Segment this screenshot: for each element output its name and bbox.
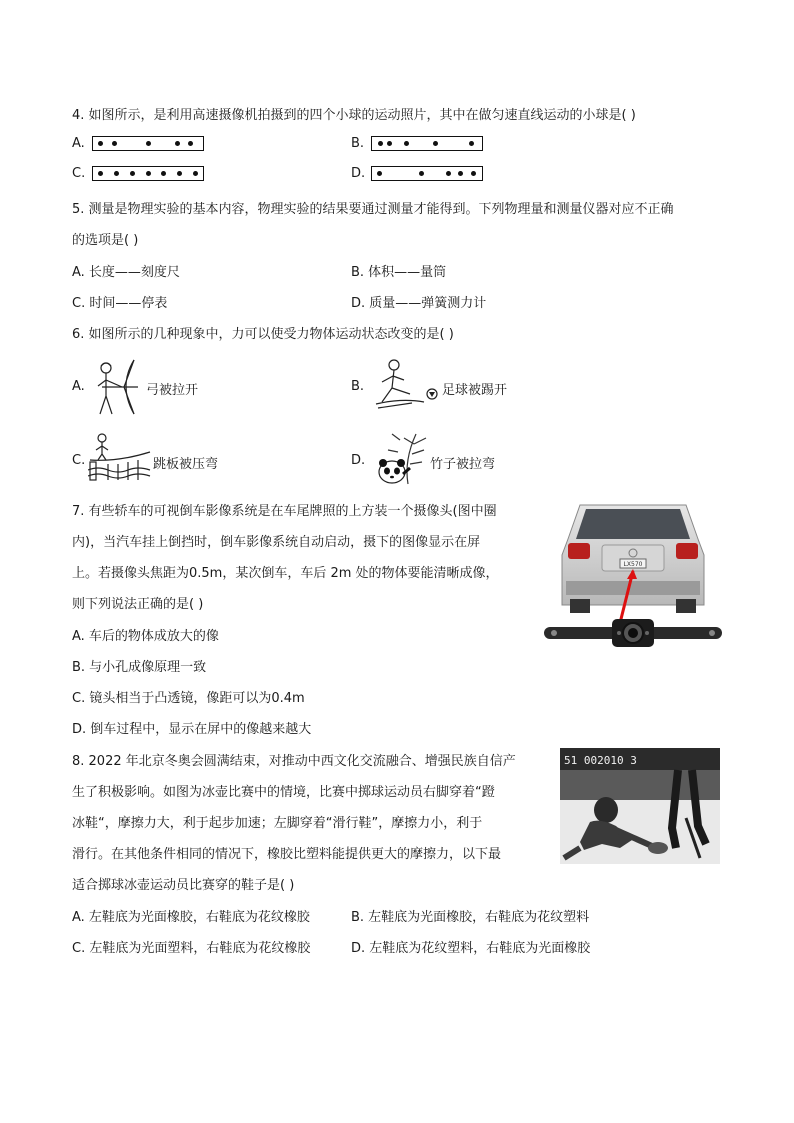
- q8-option-d[interactable]: D. 左鞋底为花纹塑料，右鞋底为光面橡胶: [351, 941, 591, 956]
- diving-board-illustration: [88, 430, 154, 482]
- q4-option-d-ball-strip: [371, 166, 483, 181]
- q8-stem-line2: 生了积极影响。如图为冰壶比赛中的情境，比赛中掷球运动员右脚穿着“蹬: [72, 785, 495, 800]
- q6-option-d-text: 竹子被拉弯: [430, 457, 496, 472]
- ball-dot: [130, 171, 135, 176]
- ball-dot: [458, 171, 463, 176]
- q4-option-c-label[interactable]: C.: [72, 166, 86, 181]
- q6-option-c-label[interactable]: C.: [72, 453, 86, 468]
- q6-option-c-text: 跳板被压弯: [153, 457, 219, 472]
- q5-stem-line2: 的选项是( ): [72, 233, 139, 248]
- q6-option-b-label[interactable]: B.: [351, 379, 365, 394]
- q4-option-a-ball-strip: [92, 136, 204, 151]
- q8-option-c[interactable]: C. 左鞋底为光面塑料，右鞋底为花纹橡胶: [72, 941, 311, 956]
- ball-dot: [177, 171, 182, 176]
- ball-dot: [419, 171, 424, 176]
- q4-option-a-label[interactable]: A.: [72, 136, 85, 151]
- ball-dot: [188, 141, 193, 146]
- kicking-football-illustration: [372, 356, 440, 410]
- ball-dot: [146, 141, 151, 146]
- q7-option-b[interactable]: B. 与小孔成像原理一致: [72, 660, 207, 675]
- q5-option-d[interactable]: D. 质量——弹簧测力计: [351, 296, 487, 311]
- panda-bamboo-illustration: [370, 430, 430, 486]
- ball-dot: [377, 171, 382, 176]
- ball-dot: [98, 171, 103, 176]
- ball-dot: [193, 171, 198, 176]
- q5-option-b[interactable]: B. 体积——量筒: [351, 265, 447, 280]
- q6-option-a-text: 弓被拉开: [146, 383, 199, 398]
- ball-dot: [471, 171, 476, 176]
- ball-dot: [433, 141, 438, 146]
- q5-option-a[interactable]: A. 长度——刻度尺: [72, 265, 180, 280]
- q7-stem-line2: 内)，当汽车挂上倒挡时，倒车影像系统自动启动，摄下的图像显示在屏: [72, 535, 481, 550]
- q7-option-a[interactable]: A. 车后的物体成放大的像: [72, 629, 219, 644]
- q8-stem-line4: 滑行。在其他条件相同的情况下，橡胶比塑料能提供更大的摩擦力，以下最: [72, 847, 502, 862]
- scoreboard-text: 51 002010 3: [564, 754, 637, 767]
- q6-stem: 6. 如图所示的几种现象中，力可以使受力物体运动状态改变的是( ): [72, 327, 454, 342]
- q8-stem-line5: 适合掷球冰壶运动员比赛穿的鞋子是( ): [72, 878, 295, 893]
- ball-dot: [469, 141, 474, 146]
- q6-option-d-label[interactable]: D.: [351, 453, 366, 468]
- ball-dot: [146, 171, 151, 176]
- q4-stem: 4. 如图所示，是利用高速摄像机拍摄到的四个小球的运动照片，其中在做匀速直线运动的小球是( ): [72, 108, 636, 123]
- q7-option-d[interactable]: D. 倒车过程中，显示在屏中的像越来越大: [72, 722, 312, 737]
- q5-option-c[interactable]: C. 时间——停表: [72, 296, 168, 311]
- q8-stem-line3: 冰鞋“，摩擦力大，利于起步加速；左脚穿着“滑行鞋”，摩擦力小，利于: [72, 816, 483, 831]
- q6-option-a-label[interactable]: A.: [72, 379, 85, 394]
- ball-dot: [387, 141, 392, 146]
- q8-option-b[interactable]: B. 左鞋底为光面橡胶，右鞋底为花纹塑料: [351, 910, 590, 925]
- q7-stem-line3: 上。若摄像头焦距为0.5m，某次倒车，车后 2m 处的物体要能清晰成像，: [72, 566, 499, 581]
- ball-dot: [161, 171, 166, 176]
- q8-stem-line1: 8. 2022 年北京冬奥会圆满结束，对推动中西文化交流融合、增强民族自信产: [72, 754, 516, 769]
- curling-athlete-photo: [560, 748, 720, 864]
- q8-option-a[interactable]: A. 左鞋底为光面橡胶，右鞋底为花纹橡胶: [72, 910, 310, 925]
- q6-option-b-text: 足球被踢开: [442, 383, 508, 398]
- ball-dot: [175, 141, 180, 146]
- suv-rear-camera-photo: [540, 495, 726, 651]
- q7-stem-line1: 7. 有些轿车的可视倒车影像系统是在车尾牌照的上方装一个摄像头(图中圈: [72, 504, 497, 519]
- q7-option-c[interactable]: C. 镜头相当于凸透镜，像距可以为0.4m: [72, 691, 305, 706]
- q7-stem-line4: 则下列说法正确的是( ): [72, 597, 204, 612]
- q4-option-c-ball-strip: [92, 166, 204, 181]
- q5-stem-line1: 5. 测量是物理实验的基本内容，物理实验的结果要通过测量才能得到。下列物理量和测量仪器对应不正确: [72, 202, 674, 217]
- ball-dot: [378, 141, 383, 146]
- ball-dot: [114, 171, 119, 176]
- ball-dot: [446, 171, 451, 176]
- q4-option-b-label[interactable]: B.: [351, 136, 365, 151]
- ball-dot: [404, 141, 409, 146]
- q4-option-d-label[interactable]: D.: [351, 166, 366, 181]
- q4-option-b-ball-strip: [371, 136, 483, 151]
- ball-dot: [98, 141, 103, 146]
- license-plate-text: LX570: [623, 561, 643, 568]
- ball-dot: [112, 141, 117, 146]
- archer-bow-illustration: [88, 356, 146, 418]
